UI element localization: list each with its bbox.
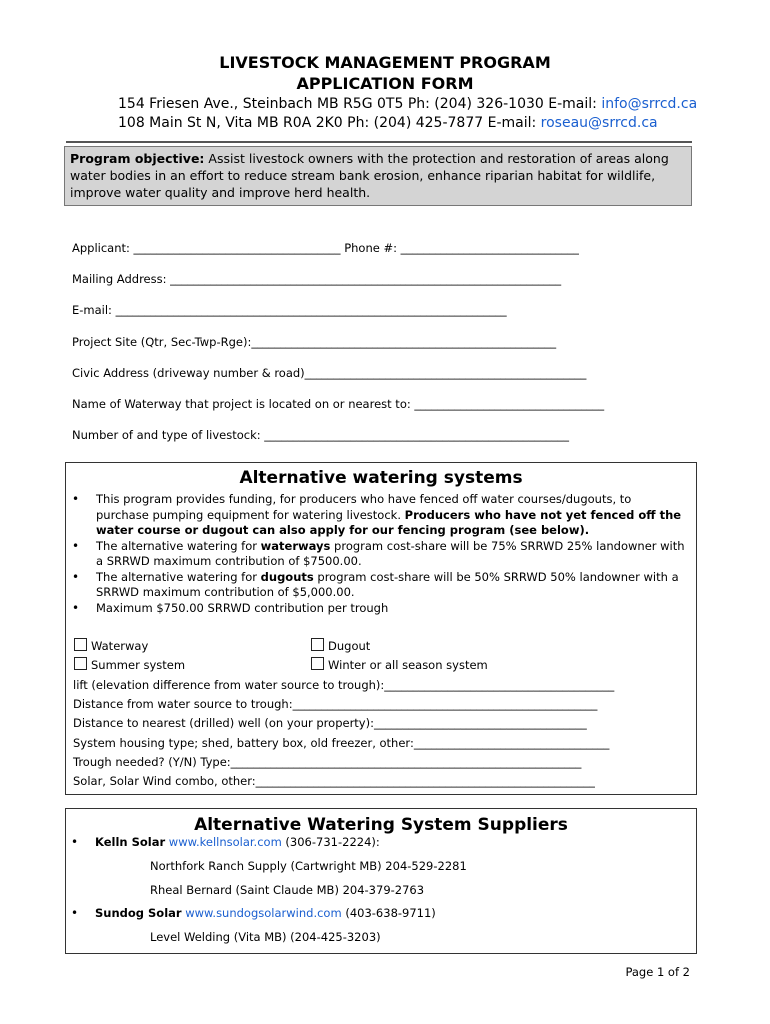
bullet-dugouts: • The alternative watering for dugouts program cost-share will be 50% SRRWD 50% landowner with a SRRWD maximum contribution of $5,000.00. — [66, 570, 686, 601]
distance-well-field[interactable]: Distance to nearest (drilled) well (on your property):_____________________________________ — [73, 716, 587, 730]
suppliers-list-2 — [65, 906, 436, 922]
email-field[interactable]: E-mail: ____________________________________________________________________ — [72, 303, 507, 317]
address-vita — [118, 115, 658, 131]
email-link-roseau[interactable]: roseau@srrcd.ca — [540, 115, 658, 131]
checkbox-winter-option[interactable]: Winter or all season system — [311, 657, 488, 672]
distance-water-field[interactable]: Distance from water source to trough:_____________________________________________________ — [73, 697, 598, 711]
kelln-link[interactable]: www.kellnsolar.com — [168, 835, 282, 849]
form-subtitle: APPLICATION FORM — [296, 74, 474, 93]
suppliers-list-1 — [65, 835, 380, 851]
project-site-field[interactable]: Project Site (Qtr, Sec-Twp-Rge):_____________________________________________________ — [72, 335, 557, 349]
checkbox-winter[interactable] — [311, 657, 324, 670]
bullet-funding: • This program provides funding, for producers who have fenced off water courses/dugouts, to purchase pumping equipment for watering livestock. Producers who have not yet fenced off the water course or dugout can also apply for our fencing program (see below). — [66, 492, 686, 539]
checkbox-waterway[interactable] — [74, 638, 87, 651]
waterway-name-field[interactable]: Name of Waterway that project is located on or nearest to: _________________________________ — [72, 397, 605, 411]
sundog-link[interactable]: www.sundogsolarwind.com — [185, 906, 342, 920]
housing-type-field[interactable]: System housing type; shed, battery box, old freezer, other:__________________________________ — [73, 736, 610, 750]
address-steinbach-text: 154 Friesen Ave., Steinbach MB R5G 0T5 Ph: (204) 326-1030 E-mail: — [118, 96, 602, 112]
solar-field[interactable]: Solar, Solar Wind combo, other:___________________________________________________________ — [73, 774, 595, 788]
form-title: LIVESTOCK MANAGEMENT PROGRAM — [219, 53, 551, 72]
suppliers-section-title: Alternative Watering System Suppliers — [194, 815, 568, 835]
checkbox-waterway-option[interactable]: Waterway — [74, 638, 148, 653]
objective-text: Assist livestock owners with the protection and restoration of areas along water bodies in an effort to reduce stream bank erosion, enhance riparian habitat for wildlife, improve water quality and improve herd health. — [70, 151, 669, 200]
address-vita-text: 108 Main St N, Vita MB R0A 2K0 Ph: (204) 425-7877 E-mail: — [118, 115, 541, 131]
bullet-waterways: • The alternative watering for waterways program cost-share will be 75% SRRWD 25% landowner with a SRRWD maximum contribution of $7500.00. — [66, 539, 686, 570]
checkbox-dugout-option[interactable]: Dugout — [311, 638, 370, 653]
supplier-northfork: Northfork Ranch Supply (Cartwright MB) 204-529-2281 — [150, 859, 467, 873]
watering-section-title: Alternative watering systems — [239, 468, 523, 488]
livestock-field[interactable]: Number of and type of livestock: _____________________________________________________ — [72, 428, 570, 442]
objective-label: Program objective: — [70, 151, 205, 166]
header-divider — [66, 141, 692, 143]
checkbox-summer-option[interactable]: Summer system — [74, 657, 185, 672]
supplier-kelln: • Kelln Solar www.kellnsolar.com (306-731-2224): — [65, 835, 380, 851]
email-link-info[interactable]: info@srrcd.ca — [601, 96, 698, 112]
page-number: Page 1 of 2 — [625, 965, 690, 979]
civic-address-field[interactable]: Civic Address (driveway number & road)_________________________________________________ — [72, 366, 587, 380]
watering-bullet-list — [66, 492, 686, 616]
bullet-trough-max: • Maximum $750.00 SRRWD contribution per trough — [66, 601, 686, 617]
mailing-address-field[interactable]: Mailing Address: ____________________________________________________________________ — [72, 272, 562, 286]
checkbox-dugout[interactable] — [311, 638, 324, 651]
applicant-phone-field[interactable]: Applicant: ____________________________________ Phone #: _______________________________ — [72, 241, 579, 255]
supplier-rheal: Rheal Bernard (Saint Claude MB) 204-379-2763 — [150, 883, 425, 897]
address-steinbach — [118, 96, 697, 112]
program-objective-box — [64, 146, 692, 206]
lift-field[interactable]: lift (elevation difference from water source to trough):________________________________________ — [73, 678, 615, 692]
trough-field[interactable]: Trough needed? (Y/N) Type:_____________________________________________________________ — [73, 755, 582, 769]
supplier-level-welding: Level Welding (Vita MB) (204-425-3203) — [150, 930, 381, 944]
supplier-sundog: • Sundog Solar www.sundogsolarwind.com (403-638-9711) — [65, 906, 436, 922]
checkbox-summer[interactable] — [74, 657, 87, 670]
